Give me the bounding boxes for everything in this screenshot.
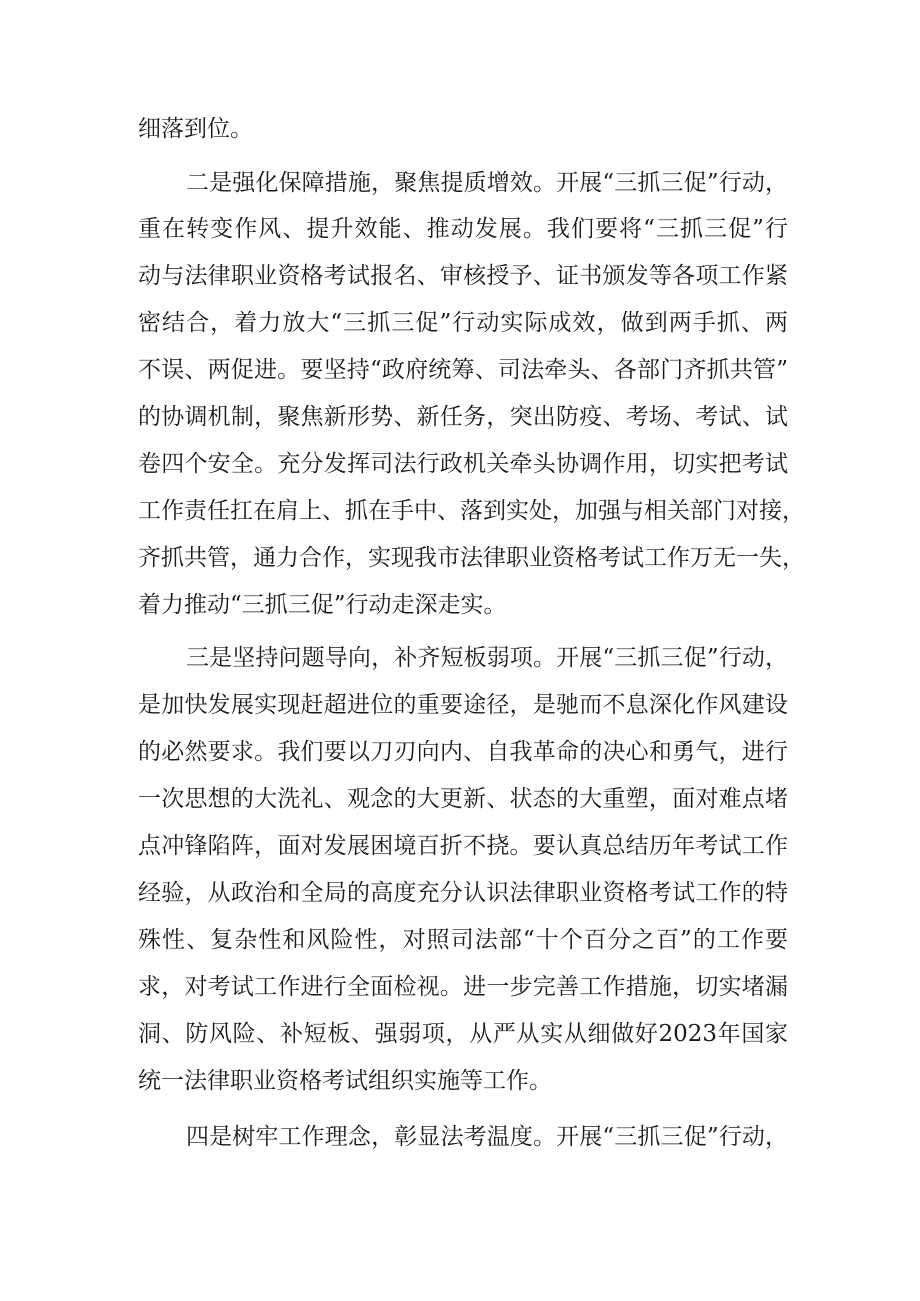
- text-line: 着力推动“三抓三促”行动走深走实。: [138, 592, 507, 618]
- text-line: 经验，从政治和全局的高度充分认识法律职业资格考试工作的特: [138, 880, 788, 906]
- paragraph-3-start-line: 三是坚持问题导向，补齐短板弱项。开展“三抓三促”行动，: [186, 645, 788, 671]
- paragraph-2-start-line: 二是强化保障措施，聚焦提质增效。开展“三抓三促”行动，: [186, 170, 788, 196]
- text-line: 不误、两促进。要坚持“政府统筹、司法牵头、各部门齐抓共管”: [138, 357, 788, 383]
- text-line: 的协调机制，聚焦新形势、新任务，突出防疫、考场、考试、试: [138, 404, 788, 430]
- text-line: 动与法律职业资格考试报名、审核授予、证书颁发等各项工作紧: [138, 263, 788, 289]
- text-line: 卷四个安全。充分发挥司法行政机关牵头协调作用，切实把考试: [138, 451, 788, 477]
- text-line: 重在转变作风、提升效能、推动发展。我们要将“三抓三促”行: [138, 216, 788, 242]
- text-line: 求，对考试工作进行全面检视。进一步完善工作措施，切实堵漏: [138, 974, 788, 1000]
- text-line: 统一法律职业资格考试组织实施等工作。: [138, 1068, 552, 1094]
- text-line: 密结合，着力放大“三抓三促”行动实际成效，做到两手抓、两: [138, 310, 788, 336]
- text-line: 殊性、复杂性和风险性，对照司法部“十个百分之百”的工作要: [138, 927, 788, 953]
- text-line: 细落到位。: [138, 116, 253, 142]
- text-line: 点冲锋陷阵，面对发展困境百折不挠。要认真总结历年考试工作: [138, 833, 788, 859]
- text-line: 齐抓共管，通力合作，实现我市法律职业资格考试工作万无一失，: [138, 545, 805, 571]
- text-line: 是加快发展实现赶超进位的重要途径，是驰而不息深化作风建设: [138, 692, 788, 718]
- paragraph-4-start-line: 四是树牢工作理念，彰显法考温度。开展“三抓三促”行动，: [186, 1124, 788, 1150]
- text-line: 工作责任扛在肩上、抓在手中、落到实处，加强与相关部门对接，: [138, 498, 805, 524]
- text-line: 一次思想的大洗礼、观念的大更新、状态的大重塑，面对难点堵: [138, 786, 788, 812]
- text-line: 洞、防风险、补短板、强弱项，从严从实从细做好2023年国家: [138, 1021, 788, 1047]
- text-line: 的必然要求。我们要以刀刃向内、自我革命的决心和勇气，进行: [138, 739, 788, 765]
